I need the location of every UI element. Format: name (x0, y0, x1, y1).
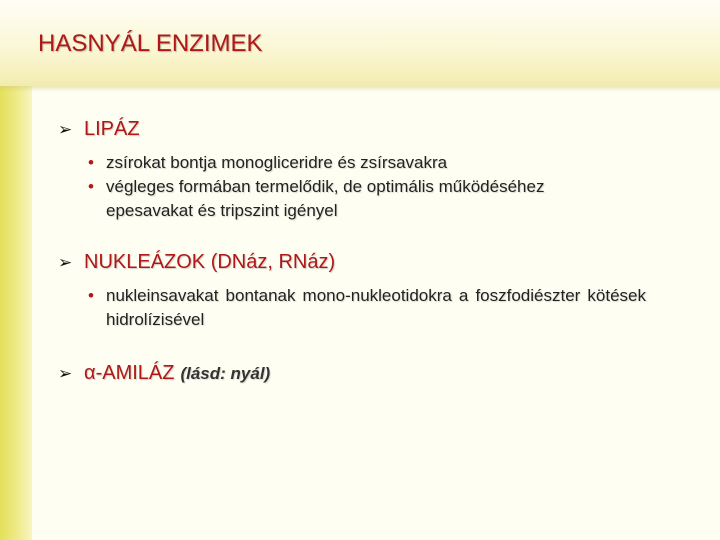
bullet-icon: • (88, 153, 94, 172)
bullet-text: végleges formában termelődik, de optimális működéséhez epesavakat és tripszint igényel (106, 177, 545, 220)
section-heading: NUKLEÁZOK (DNáz, RNáz) (84, 251, 336, 273)
arrow-icon: ➢ (58, 120, 73, 139)
bullet-icon: • (88, 177, 94, 196)
section-heading-row (58, 118, 682, 141)
section-heading-row (58, 362, 682, 385)
slide-content (58, 118, 682, 407)
section-heading-note: (lásd: nyál) (180, 364, 271, 383)
bullet-item (88, 175, 546, 223)
bullet-list (58, 151, 682, 223)
bullet-item (88, 151, 682, 175)
section-lipaz (58, 118, 682, 223)
title-band (0, 0, 720, 86)
bullet-text: zsírokat bontja monogliceridre és zsírsavakra (106, 153, 448, 172)
bullet-item (88, 284, 646, 332)
section-nukleazok (58, 251, 682, 332)
section-heading: α-AMILÁZ (84, 362, 175, 384)
arrow-icon: ➢ (58, 253, 73, 272)
arrow-icon: ➢ (58, 364, 73, 383)
section-amilaz (58, 362, 682, 385)
bullet-text: nukleinsavakat bontanak mono-nukleotidokra a foszfodiészter kötések hidrolízisével (106, 286, 646, 329)
section-heading: LIPÁZ (84, 118, 140, 140)
bullet-list (58, 284, 682, 332)
slide-title: HASNYÁL ENZIMEK (38, 30, 263, 57)
section-heading-row (58, 251, 682, 274)
bullet-icon: • (88, 286, 94, 305)
